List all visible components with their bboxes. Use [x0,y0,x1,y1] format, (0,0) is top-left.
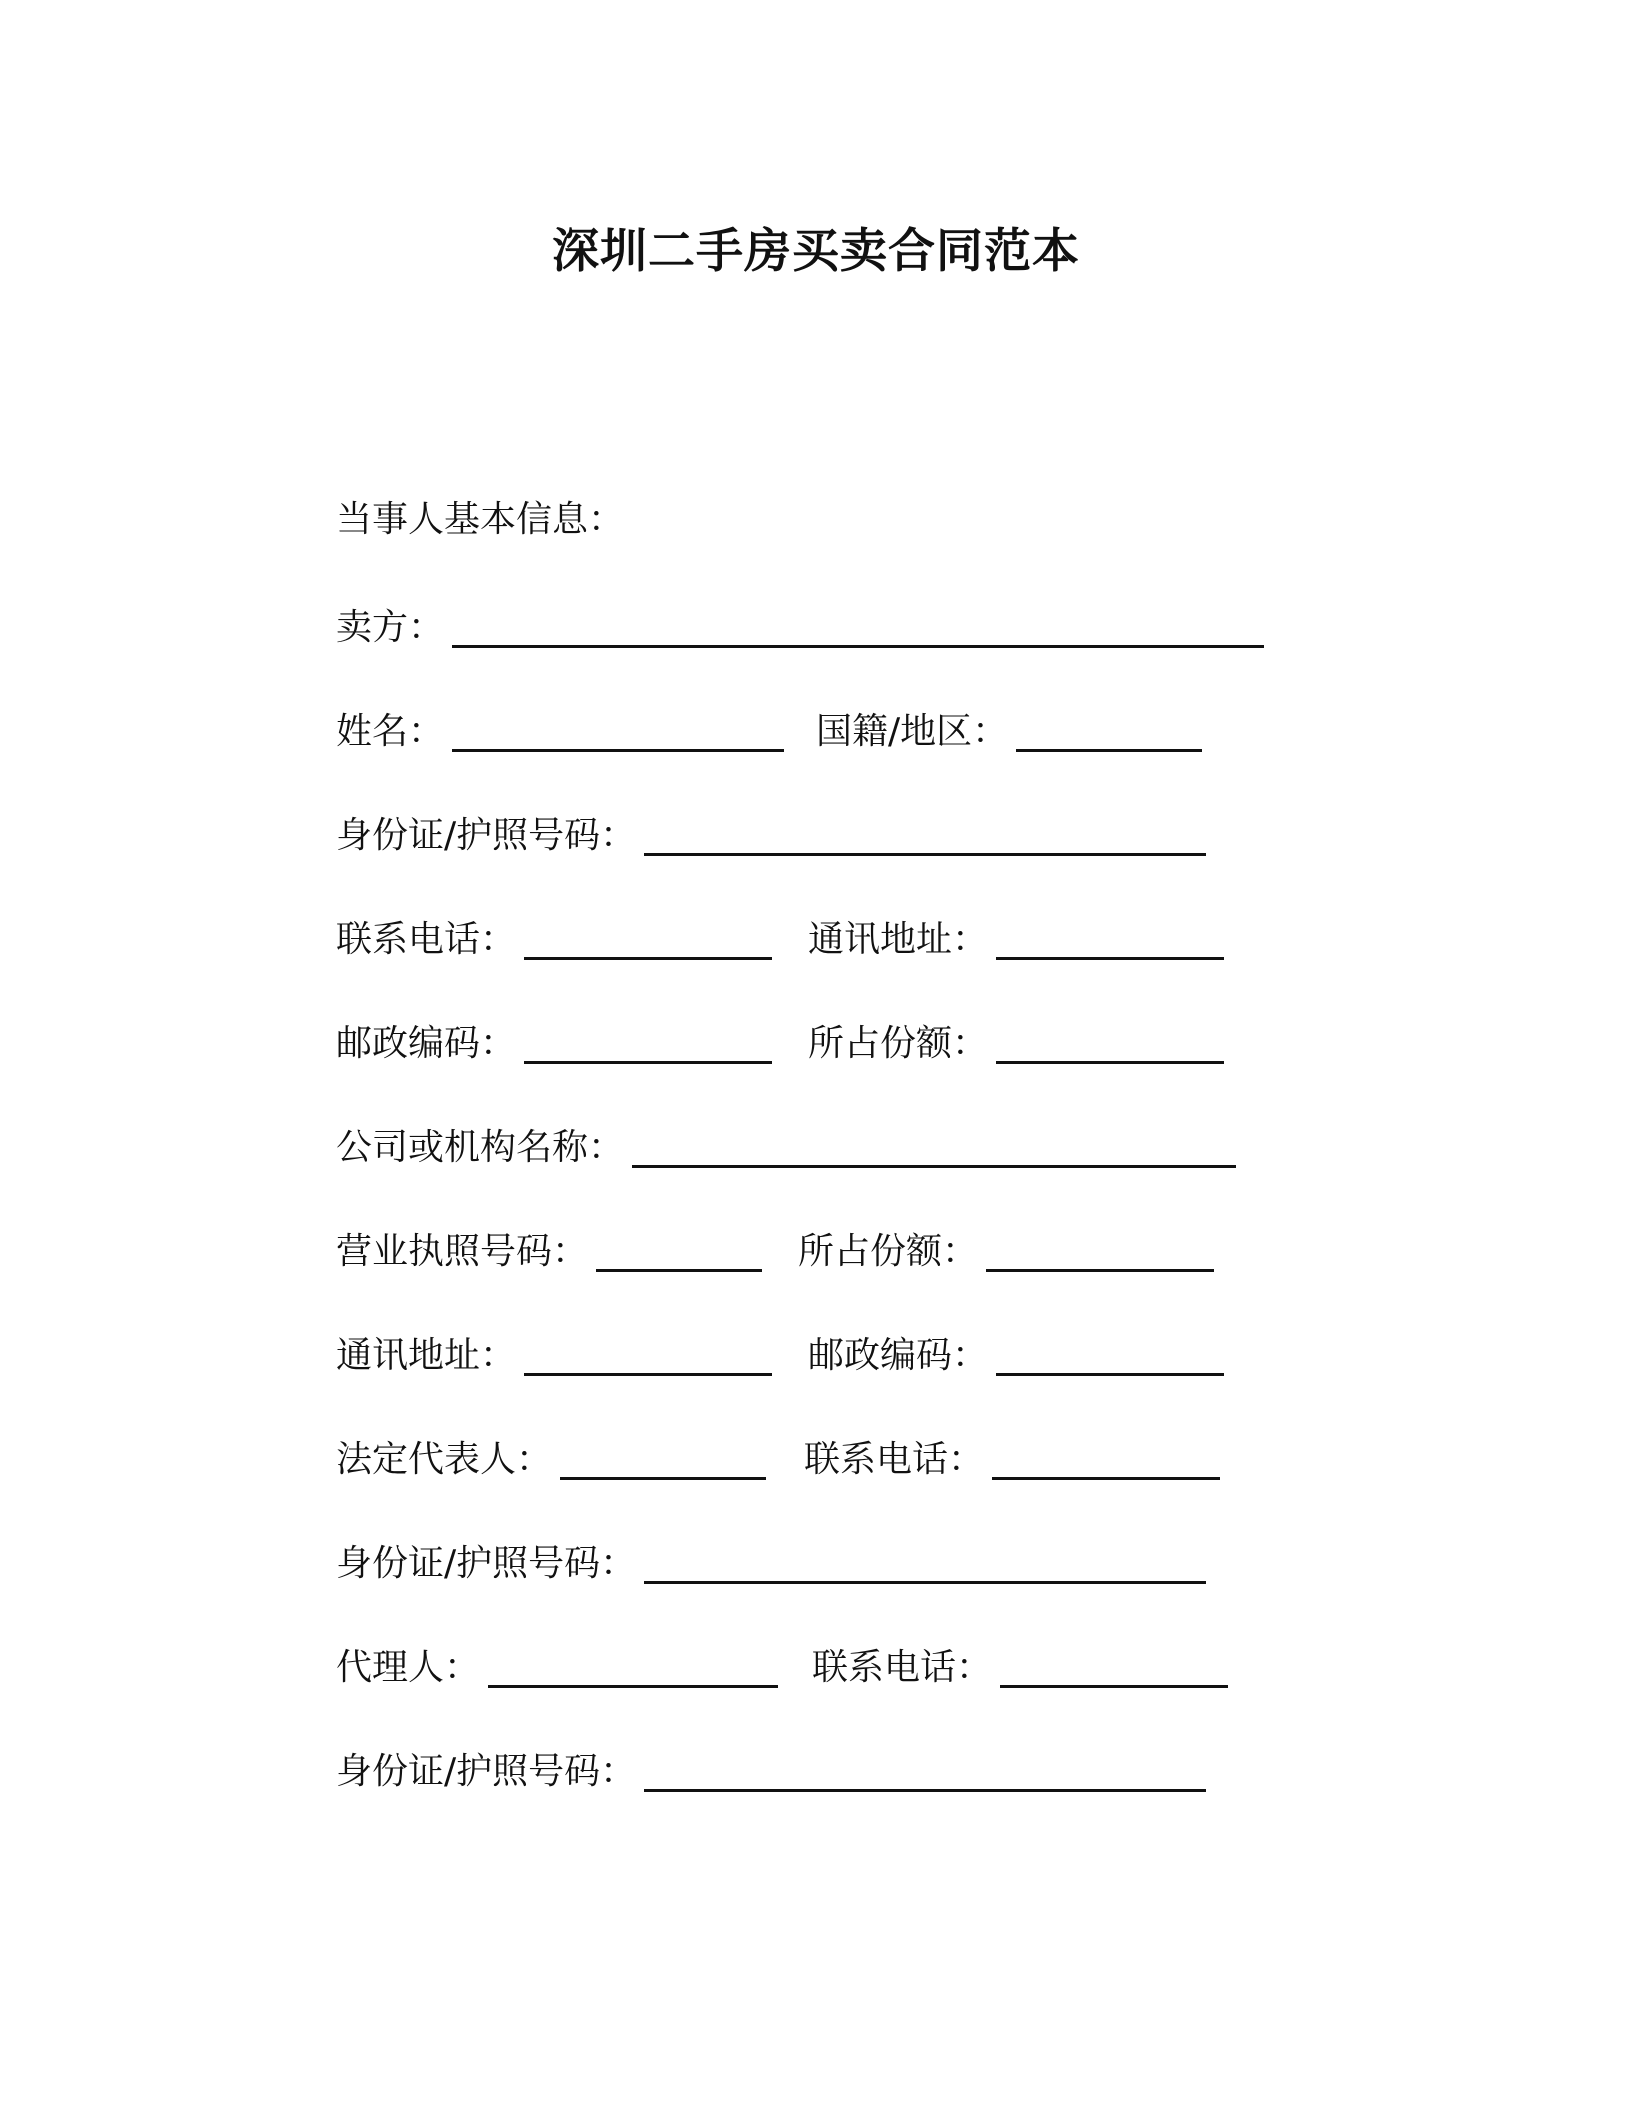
field-label: 联系电话： [336,919,517,960]
agent-phone-blank[interactable] [1000,1685,1228,1688]
agent-blank[interactable] [488,1685,778,1688]
field-agent-phone [812,1644,1228,1692]
form-row-id-number [336,812,1336,860]
field-label: 通讯地址： [336,1335,517,1376]
field-label: 通讯地址： [808,919,989,960]
legal-rep-id-blank[interactable] [644,1581,1206,1584]
field-label: 身份证/护照号码： [336,815,637,856]
form-row-company-name [336,1124,1336,1172]
field-postcode [336,1020,772,1068]
field-license [336,1228,762,1276]
field-label: 法定代表人： [336,1439,553,1480]
field-company-share [798,1228,1214,1276]
agent-id-blank[interactable] [644,1789,1206,1792]
form-row-legal-rep-id [336,1540,1336,1588]
form-row-agent-phone [336,1644,1336,1692]
form-row-company-address-postcode [336,1332,1336,1380]
legal-rep-blank[interactable] [560,1477,766,1480]
field-label: 卖方： [336,607,445,648]
field-seller [336,604,1264,652]
field-label: 身份证/护照号码： [336,1543,637,1584]
field-label: 联系电话： [812,1647,993,1688]
field-label: 身份证/护照号码： [336,1751,637,1792]
field-share [808,1020,1224,1068]
company-address-blank[interactable] [524,1373,772,1376]
field-nationality [816,708,1202,756]
form-row-name [336,708,1336,756]
field-label: 代理人： [336,1647,481,1688]
address-blank[interactable] [996,957,1224,960]
field-legal-rep-phone [804,1436,1220,1484]
form-row-license-share [336,1228,1336,1276]
field-address [808,916,1224,964]
field-label: 联系电话： [804,1439,985,1480]
field-legal-rep-id [336,1540,1206,1588]
form-row-phone-address [336,916,1336,964]
field-label: 公司或机构名称： [336,1127,625,1168]
phone-blank[interactable] [524,957,772,960]
field-label: 所占份额： [808,1023,989,1064]
field-label: 邮政编码： [336,1023,517,1064]
field-label: 姓名： [336,711,445,752]
postcode-blank[interactable] [524,1061,772,1064]
id-number-blank[interactable] [644,853,1206,856]
field-label: 营业执照号码： [336,1231,589,1272]
share-blank[interactable] [996,1061,1224,1064]
form-row-agent-id [336,1748,1336,1796]
field-id-number [336,812,1206,860]
company-share-blank[interactable] [986,1269,1214,1272]
field-company-postcode [808,1332,1224,1380]
field-phone [336,916,772,964]
field-company-address [336,1332,772,1380]
company-name-blank[interactable] [632,1165,1236,1168]
name-blank[interactable] [452,749,784,752]
document-title: 深圳二手房买卖合同范本 [552,224,1080,279]
field-agent-id [336,1748,1206,1796]
nationality-blank[interactable] [1016,749,1202,752]
field-name [336,708,784,756]
form-row-seller [336,604,1336,652]
legal-rep-phone-blank[interactable] [992,1477,1220,1480]
seller-blank[interactable] [452,645,1264,648]
license-blank[interactable] [596,1269,762,1272]
field-company-name [336,1124,1236,1172]
company-postcode-blank[interactable] [996,1373,1224,1376]
field-label: 国籍/地区： [816,711,1009,752]
field-legal-rep [336,1436,766,1484]
field-agent [336,1644,778,1692]
field-label: 邮政编码： [808,1335,989,1376]
form-row-postcode-share [336,1020,1336,1068]
form-row-legal-rep-phone [336,1436,1336,1484]
field-label: 所占份额： [798,1231,979,1272]
section-heading: 当事人基本信息： [336,499,625,540]
